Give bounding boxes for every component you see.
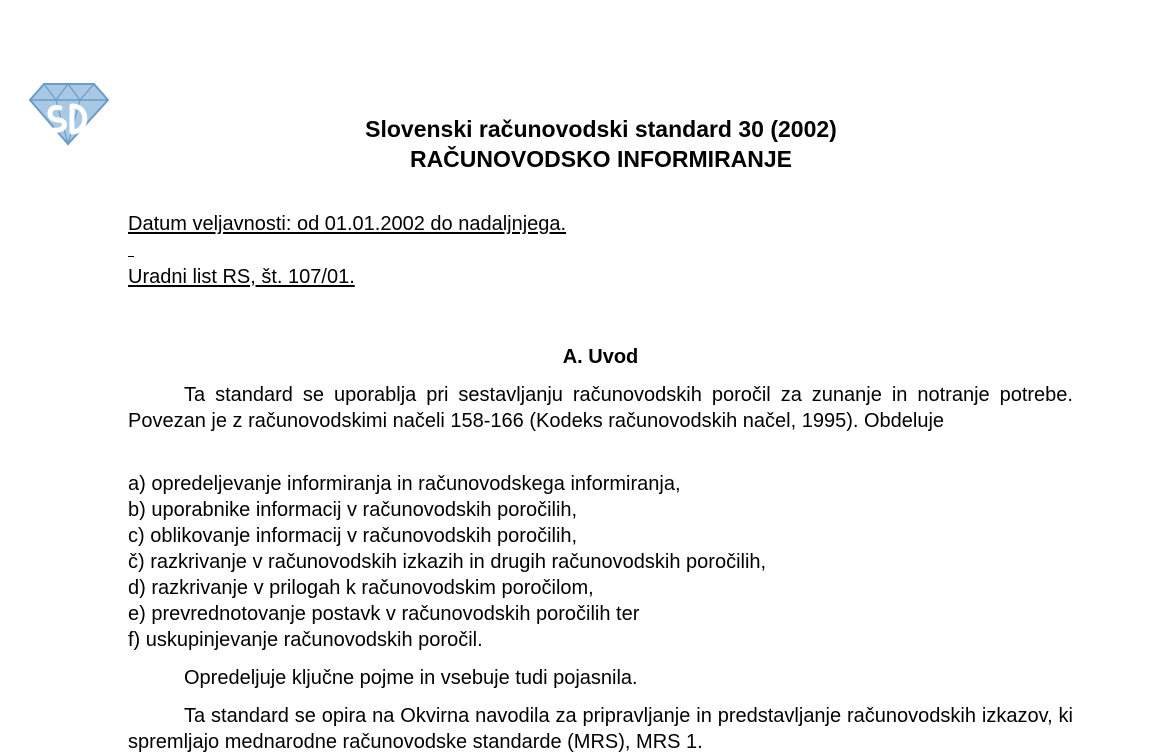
topics-list <box>128 471 1073 653</box>
list-item: f) uskupinjevanje računovodskih poročil. <box>128 629 483 651</box>
gazette-reference: Uradni list RS, št. 107/01. <box>128 266 355 288</box>
document-subtitle: RAČUNOVODSKO INFORMIRANJE <box>409 146 793 172</box>
definitions-paragraph: Opredeljuje ključne pojme in vsebuje tudi pojasnila. <box>184 667 638 689</box>
validity-date: Datum veljavnosti: od 01.01.2002 do nadaljnjega. <box>128 213 567 235</box>
document-title: Slovenski računovodski standard 30 (2002) <box>365 116 837 142</box>
list-item: c) oblikovanje informacij v računovodskih poročilih, <box>128 525 578 547</box>
list-item: d) razkrivanje v prilogah k računovodskim poročilom, <box>128 577 594 599</box>
list-item: a) opredeljevanje informiranja in računovodskega informiranja, <box>128 473 681 495</box>
list-item: e) prevrednotovanje postavk v računovodskih poročilih ter <box>128 603 640 625</box>
section-heading: A. Uvod <box>562 346 639 368</box>
document-title-block <box>0 114 1157 174</box>
text-mark <box>128 256 134 257</box>
basis-paragraph: Ta standard se opira na Okvirna navodila za pripravljanje in predstavljanje računovodskih izkazov, ki spremljajo mednarodne računovodske standarde (MRS), MRS 1. <box>128 705 1073 753</box>
list-item: č) razkrivanje v računovodskih izkazih in drugih računovodskih poročilih, <box>128 551 767 573</box>
list-item: b) uporabnike informacij v računovodskih poročilih, <box>128 499 578 521</box>
intro-paragraph: Ta standard se uporablja pri sestavljanju računovodskih poročil za zunanje in notranje potrebe. Povezan je z računovodskimi načeli 158-166 (Kodeks računovodskih načel, 1995). Obdeluje <box>128 384 1073 432</box>
